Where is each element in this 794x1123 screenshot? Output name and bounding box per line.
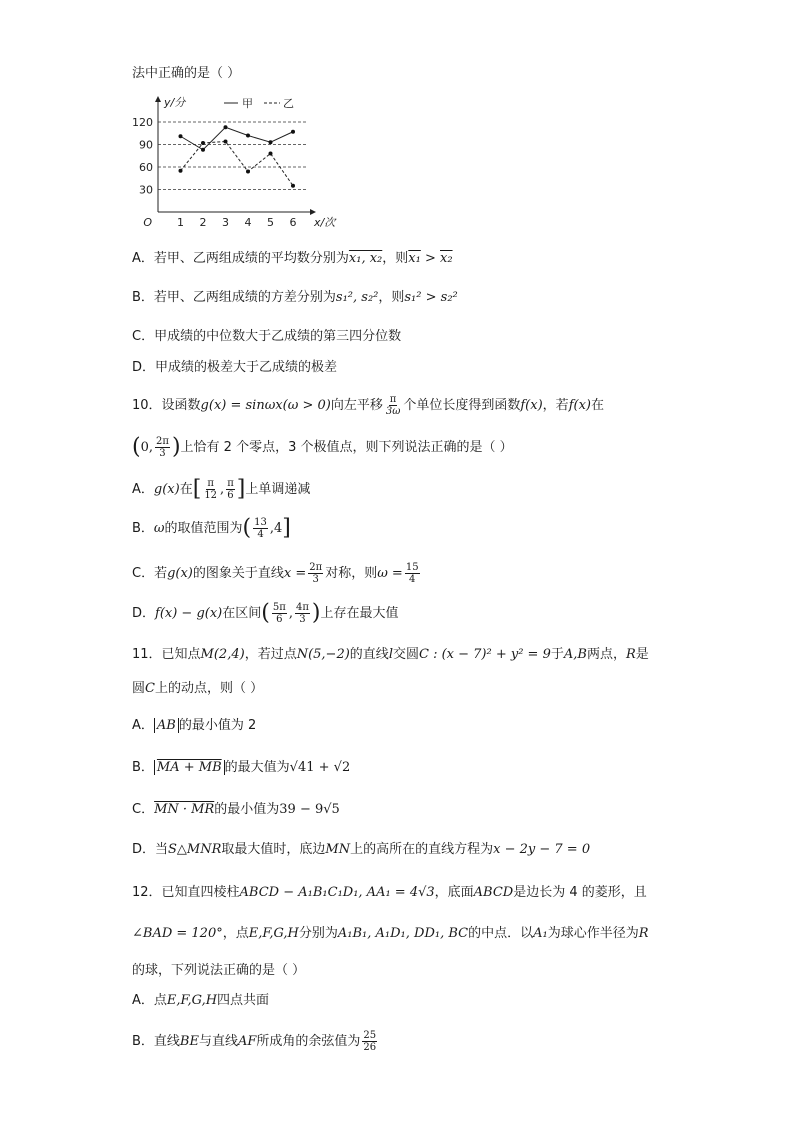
data-point-乙	[291, 184, 295, 188]
data-point-甲	[246, 134, 250, 138]
q12-angle: ∠BAD = 120°	[132, 926, 223, 941]
q11-b-vec: MA + MB	[154, 760, 225, 775]
q12-r: R	[638, 926, 649, 941]
q9-option-b[interactable]	[132, 288, 458, 308]
q12-b-frac: $\frac{25}{26}$	[363, 1030, 377, 1053]
q12-a1: A₁	[533, 926, 548, 941]
q12-b-be: BE	[179, 1034, 199, 1049]
q10-c-text1: 的图象关于直线	[192, 566, 284, 581]
intro-line	[132, 64, 240, 84]
q11-d-eq: x − 2y − 7 = 0	[493, 842, 591, 857]
q12-b-label: B．直线	[132, 1034, 180, 1049]
q12-stem-line1	[132, 883, 647, 903]
series-line-乙	[181, 142, 294, 186]
legend-label: 甲	[242, 97, 253, 110]
q12-a-efgh: E,F,G,H	[166, 993, 218, 1008]
q10-d-text1: 在区间	[222, 606, 262, 621]
q11-d-mn: MN	[325, 842, 351, 857]
y-axis-arrow	[155, 96, 161, 102]
q12-mids: A₁B₁, A₁D₁, DD₁, BC	[337, 926, 469, 941]
x-axis-arrow	[310, 209, 316, 215]
q12-stem-line3	[132, 961, 305, 981]
q9-a-means: x₁, x₂	[348, 251, 383, 266]
q11-option-a[interactable]	[132, 716, 256, 736]
data-point-甲	[201, 148, 205, 152]
q10-b-omega: ω	[153, 521, 165, 536]
q10-a-in: 在	[179, 482, 193, 497]
q9-a-gt: >	[420, 251, 440, 266]
q11-num: 11．已知点	[132, 647, 201, 662]
q11-ab: A,B	[563, 647, 587, 662]
q9-b-s2: s₂²	[440, 290, 458, 305]
q12-stem-line2	[132, 924, 649, 944]
q11-c-val: 39 − 9√5	[279, 802, 340, 817]
q11-b-val: √41 + √2	[289, 760, 351, 775]
q10-num: 10．设函数	[132, 398, 201, 413]
q9-d-text: D．甲成绩的极差大于乙成绩的极差	[132, 360, 338, 375]
q11-c-text: 的最小值为	[214, 802, 280, 817]
q11-d-t1: 取最大值时，底边	[221, 842, 326, 857]
q12-option-b[interactable]	[132, 1030, 379, 1053]
x-tick-label: 3	[222, 216, 229, 229]
q11-t2: 的直线	[349, 647, 389, 662]
q12-a-label: A．点	[132, 993, 167, 1008]
data-point-甲	[179, 134, 183, 138]
q11-d-label: D．当	[132, 842, 169, 857]
x-tick-label: 2	[199, 216, 207, 229]
data-point-甲	[224, 125, 228, 129]
q11-l2b: 上的动点，则（ ）	[154, 681, 264, 696]
q11-b-text: 的最大值为	[224, 760, 290, 775]
q12-option-a[interactable]	[132, 991, 269, 1011]
data-point-乙	[246, 170, 250, 174]
q10-b-upper: ,4	[269, 521, 283, 536]
q11-circle: C : (x − 7)² + y² = 9	[419, 647, 551, 662]
q9-a-x2: x₂	[440, 251, 453, 266]
y-axis-label: y/分	[164, 96, 186, 109]
x-tick-label: 1	[177, 216, 184, 229]
data-point-乙	[269, 152, 273, 156]
q10-b-text: 的取值范围为	[164, 521, 243, 536]
q10-d-expr: f(x) − g(x)	[155, 606, 223, 621]
q11-t6: 是	[635, 647, 649, 662]
y-tick-label: 30	[139, 183, 153, 197]
q11-a-label: A．	[132, 718, 154, 733]
q9-b-then: ，则	[378, 290, 405, 305]
legend-label: 乙	[283, 97, 294, 110]
q10-c-xeq: x =	[283, 566, 307, 581]
q12-abcd: ABCD	[473, 885, 514, 900]
q10-d-label: D．	[132, 606, 156, 621]
q10-c-frac15: $\frac{15}{4}$	[405, 562, 419, 585]
q11-r: R	[625, 647, 636, 662]
data-point-乙	[201, 141, 205, 145]
x-tick-label: 5	[267, 216, 274, 229]
q9-a-x1: x₁	[408, 251, 421, 266]
q10-option-d[interactable]: D．f(x) − g(x)在区间( $\frac{5\pi}{6}$ , $\frac{4\pi}{3}$ )上存在最大值	[132, 600, 399, 626]
q10-stem-line2: (0, $\frac{2\pi}{3}$ )上恰有 2 个零点，3 个极值点，则下列说法正确的是（ ）	[132, 434, 513, 460]
q11-stem-line1	[132, 645, 649, 665]
q12-t4: 分别为	[298, 926, 338, 941]
q10-stem-line1	[132, 394, 604, 417]
q12-l3: 的球，下列说法正确的是（ ）	[132, 963, 306, 978]
q10-b-frac: $\frac{13}{4}$	[254, 517, 267, 540]
q10-gdef: g(x) = sinωx(ω > 0)	[200, 398, 331, 413]
q10-c-omega: ω =	[377, 566, 403, 581]
q12-b-t2: 所成角的余弦值为	[256, 1034, 361, 1049]
y-tick-label: 60	[139, 161, 153, 174]
q11-c-dot: MN · MR	[154, 802, 215, 817]
q12-prism: ABCD − A₁B₁C₁D₁, AA₁ = 4√3	[239, 885, 435, 900]
q11-m: M(2,4)	[200, 647, 245, 662]
q9-option-c[interactable]	[132, 327, 401, 347]
data-point-甲	[269, 140, 273, 144]
q11-c: C	[145, 681, 155, 696]
q10-option-c[interactable]	[132, 562, 422, 585]
series-line-甲	[181, 127, 294, 150]
q9-b-text: B．若甲、乙两组成绩的方差分别为	[132, 290, 336, 305]
q11-n: N(5,−2)	[296, 647, 350, 662]
q12-t2: 是边长为 4 的菱形，且	[513, 885, 647, 900]
q10-c-text2: 对称，则	[325, 566, 378, 581]
q10-option-b[interactable]: B．ω的取值范围为( $\frac{13}{4}$ ,4]	[132, 515, 291, 541]
q11-t1: ，若过点	[244, 647, 297, 662]
q9-c-text: C．甲成绩的中位数大于乙成绩的第三四分位数	[132, 329, 402, 344]
q10-a-text: 上单调递减	[245, 482, 311, 497]
q12-efgh: E,F,G,H	[248, 926, 299, 941]
q10-in: 在	[590, 398, 604, 413]
q10-l2-text: 上恰有 2 个零点，3 个极值点，则下列说法正确的是（ ）	[180, 440, 513, 455]
q11-stem-line2	[132, 679, 263, 699]
x-axis-label: x/次	[314, 216, 336, 229]
q9-a-text: A．若甲、乙两组成绩的平均数分别为	[132, 251, 349, 266]
q11-l2a: 圆	[132, 681, 146, 696]
q10-d-frac2: $\frac{4\pi}{3}$	[295, 602, 309, 625]
q10-a-gx: g(x)	[153, 482, 180, 497]
q9-option-a[interactable]	[132, 249, 453, 269]
q10-b-label: B．	[132, 521, 154, 536]
q11-d-s: S△MNR	[168, 842, 222, 857]
q9-option-d[interactable]	[132, 358, 337, 378]
q11-option-d[interactable]	[132, 840, 590, 860]
x-tick-label: 6	[289, 216, 297, 229]
intro-text: 法中正确的是（ ）	[132, 66, 241, 81]
q10-a-frac1: $\frac{\pi}{12}$	[204, 478, 218, 501]
q10-int-left: 0,	[140, 440, 153, 455]
q11-b-label: B．	[132, 760, 154, 775]
q12-t5: 的中点．以	[468, 926, 534, 941]
q11-option-b[interactable]	[132, 758, 350, 778]
data-point-乙	[179, 169, 183, 173]
q12-t6: 为球心作半径为	[547, 926, 639, 941]
q10-fx: f(x)	[520, 398, 543, 413]
q11-a-text: 的最小值为 2	[178, 718, 257, 733]
q11-c-label: C．	[132, 802, 155, 817]
q9-b-gt: >	[421, 290, 441, 305]
q12-a-text: 四点共面	[217, 993, 270, 1008]
data-point-甲	[291, 130, 295, 134]
q10-c-frac: $\frac{2\pi}{3}$	[309, 562, 323, 585]
q10-a-frac2: $\frac{\pi}{6}$	[227, 478, 234, 501]
q10-frac-shift: $\frac{\pi}{3\omega}$	[385, 394, 401, 417]
q11-l: l	[388, 647, 393, 662]
q9-a-then: ，则	[382, 251, 409, 266]
q12-num: 12．已知直四棱柱	[132, 885, 240, 900]
q10-fx2: f(x)	[568, 398, 591, 413]
q11-a-abs: AB	[154, 718, 179, 733]
q10-d-text2: 上存在最大值	[320, 606, 399, 621]
q11-d-t2: 上的高所在的直线方程为	[350, 842, 494, 857]
q10-option-a[interactable]: A．g(x)在[ $\frac{\pi}{12}$ , $\frac{\pi}{6}$ ]上单调递减	[132, 476, 311, 502]
q12-t3: ，点	[222, 926, 249, 941]
score-chart	[130, 92, 340, 232]
x-tick-label: 4	[244, 216, 252, 229]
q12-b-t1: 与直线	[198, 1034, 238, 1049]
y-tick-label: 90	[139, 138, 153, 152]
q10-if: ，若	[542, 398, 569, 413]
q11-t4: 于	[550, 647, 564, 662]
q10-c-label: C．若	[132, 566, 168, 581]
q12-t1: ，底面	[434, 885, 474, 900]
y-tick-label: 120	[132, 116, 153, 129]
q11-t5: 两点，	[586, 647, 626, 662]
q10-shift: 向左平移	[330, 398, 383, 413]
q10-unit: 个单位长度得到函数	[403, 398, 521, 413]
q9-b-s1: s₁²	[404, 290, 422, 305]
q10-d-frac1: $\frac{5\pi}{6}$	[272, 602, 286, 625]
q12-b-af: AF	[237, 1034, 257, 1049]
origin-label: O	[143, 216, 152, 229]
data-point-乙	[224, 140, 228, 144]
q11-t3: 交圆	[392, 647, 419, 662]
q10-c-gx: g(x)	[167, 566, 193, 581]
q10-frac-2pi3: $\frac{2\pi}{3}$	[156, 436, 169, 459]
q10-a-label: A．	[132, 482, 154, 497]
q9-b-vars: s₁², s₂²	[335, 290, 379, 305]
q11-option-c[interactable]	[132, 800, 340, 820]
